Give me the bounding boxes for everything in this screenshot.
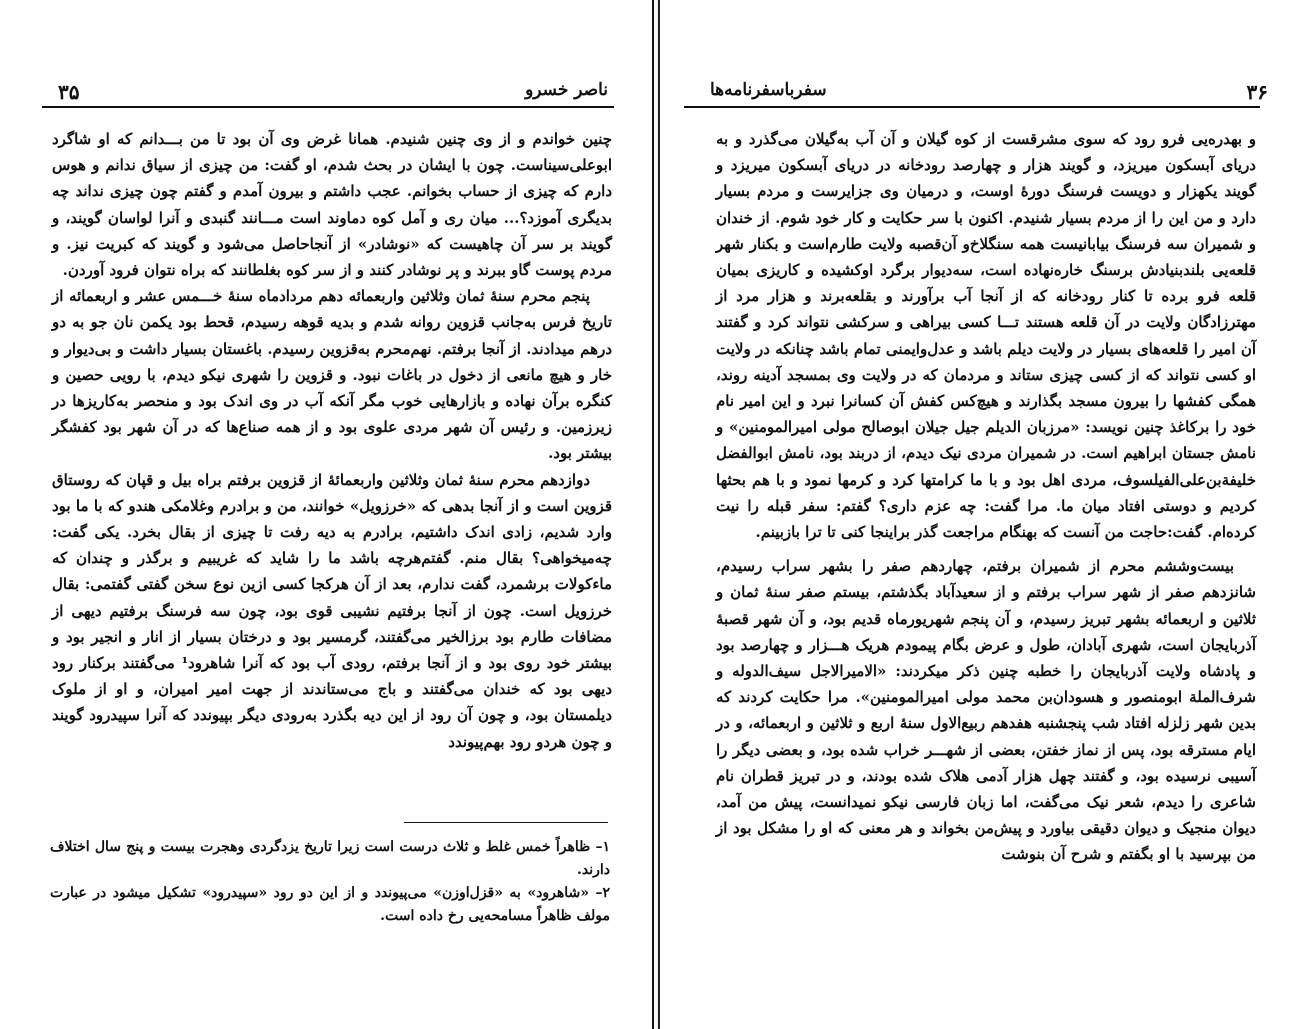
footnote-rule (404, 822, 608, 823)
paragraph: پنجم محرم سنهٔ ثمان وثلاثین واربعمائه دهم مردادماه سنهٔ خـــمس عشر و اربعمائه از تاریخ فرس به‌جانب قزوین روانه شدم و بدیه قوهه رسیدم، قحط بود یکمن نان جو به دو درهم میدادند. از آنجا برفتم. نهم‌محرم به‌قزوین رسیدم. باغستان بسیار داشت و بی‌دیوار و خار و هیچ مانعی از دخول در باغات نبود. و قزوین را شهری نیکو دیدم، با رویی حصین و کنگره برآن نهاده و بازارهایی خوب مگر آنکه آب در وی اندک بود و منحصر به‌کاریزها در زیرزمین. و رئیس آن شهر مردی علوی بود و از همه صناع‌ها که در آن شهر بود کفشگر بیشتر بود. (52, 287, 612, 463)
running-title: سفرباسفرنامه‌ها (710, 80, 827, 100)
paragraph: بیست‌وششم محرم از شمیران برفتم، چهاردهم صفر را بشهر سراب رسیدم، شانزدهم صفر از شهر سراب برفتم و از سعیدآباد بگذشتم، بیستم صفر سنهٔ ثمان و ثلاثین و اربعمائه بشهر تبریز رسیدم، و آن پنجم شهریورماه قدیم بود، و آن شهر قصبهٔ آذربایجان است، شهری آبادان، طول و عرض بگام پیمودم هریک هـــزار و چهارصد بود و پادشاه ولایت آذربایجان را خطبه چنین ذکر میکردند: «الامیرالاجل سیف‌الدوله و شرف‌الملة ابومنصور و هسودان‌بن محمد مولی امیرالمومنین». مرا حکایت کردند که بدین شهر زلزله افتاد شب پنجشنبه هفدهم ربیع‌الاول سنهٔ اربع و ثلاثین و اربعمائه، و در ایام مسترقه بود، پس از نماز خفتن، بعضی از شهـــر خراب شده بود، و بعضی دیگر را آسیبی نرسیده بود، و گفتند چهل هزار آدمی هلاک شده بودند، و در تبریز قطران نام شاعری را دیدم، شعر نیک می‌گفت، اما زبان فارسی نیکو نمیدانست، پیش من آمد، دیوان منجیک و دیوان دقیقی بیاورد و پیش‌من بخواند و هر معنی که او را مشکل بود از من بپرسید با او بگفتم و شرح آن بنوشت (716, 557, 1256, 864)
page-number: ۳۶ (1246, 80, 1268, 104)
right-page (660, 0, 1316, 1029)
footnote: ۱– ظاهراً خمس غلط و ثلاث درست است زیرا تاریخ یزدگردی وهجرت بیست و پنج سال اختلاف دارند. (50, 839, 610, 878)
footnotes (50, 836, 610, 928)
header-rule (684, 106, 1260, 108)
page-number: ۳۵ (58, 80, 80, 104)
paragraph: و بهدره‌یی فرو رود که سوی مشرقست از کوه گیلان و آن آب به‌گیلان می‌گذرد و به دریای آبسکون میریزد، و گویند هزار و چهارصد رودخانه در دریای آبسکون میریزد و گویند یکهزار و دویست فرسنگ دورهٔ اوست، و درمیان وی جزایرست و مردم بسیار دارد و من این را از مردم بسیار شنیدم. اکنون با سر حکایت و کار خود شوم. از خندان و شمیران سه فرسنگ بیابانیست همه سنگلاخ‌و آن‌قصبه ولایت طارم‌است و بکنار شهر قلعه‌یی بلندبنیادش برسنگ خاره‌نهاده است، سه‌دیوار برگرد اوکشیده و کاریزی بمیان قلعه فرو برده تا کنار رودخانه که از آنجا آب برآورند و بقلعه‌برند و هزار مرد از مهترزادگان ولایت در آن قلعه هستند تـــا کسی بیراهی و سرکشی نتواند کرد و گفتند آن امیر را قلعه‌های بسیار در ولایت دیلم باشد و عدل‌وایمنی تمام باشد چنانکه در ولایت او کسی نتواند که از کسی چیزی ستاند و مردمان که در ولایت وی بمسجد آدینه روند، همگی کفشها را بیرون مسجد بگذارند و هیچ‌کس کفش آن کسانرا نبرد و این امیر نام خود را برکاغذ چنین نویسد: «مرزبان الدیلم جیل جیلان ابوصالح مولی امیرالمومنین» و نامش جستان ابراهیم است. در شمیران مردی نیک دیدم، از دربند بود، نامش ابوالفضل خلیفةبن‌علی‌الفیلسوف، مردی اهل بود و با ما کرامتها کرد و کرمها نمود و با هم بحثها کردیم و دوستی افتاد میان ما. مرا گفت: چه عزم داری؟ گفتم: سفر قبله را نیت کرده‌ام. گفت:حاجت من آنست که بهنگام مراجعت گذر براینجا کنی تا ترا بازبینم. (716, 130, 1256, 542)
left-page-body (52, 126, 612, 755)
left-page (0, 0, 652, 1029)
book-gutter (652, 0, 660, 1029)
paragraph: چنین خواندم و از وی چنین شنیدم. همانا غرض وی آن بود تا من بـــدانم که او شاگرد ابوعلی‌سیناست. چون با ایشان در بحث شدم، او گفت: من چیزی از سیاق ندانم و هوس دارم که چیزی از حساب بخوانم. عجب داشتم و بیرون آمدم و گفتم چون چیزی نداند چه بدیگری آموزد؟... میان ری و آمل کوه دماوند است مـــانند گنبدی و آنرا لواسان گویند، و گویند بر سر آن چاهیست که «نوشادر» از آنجاحاصل می‌شود و گویند که کبریت نیز. و مردم پوست گاو ببرند و پر نوشادر کنند و از سر کوه بغلطانند که براه نتوان فرود آوردن. (52, 130, 612, 280)
left-page-header (42, 80, 614, 104)
footnote: ۲– «شاهرود» به «قزل‌اوزن» می‌پیوندد و از این دو رود «سپیدرود» تشکیل میشود در عبارت مولف ظاهراً مسامحه‌یی رخ داده است. (50, 885, 610, 924)
paragraph: دوازدهم محرم سنهٔ ثمان وثلاثین واربعمائهٔ از قزوین برفتم براه بیل و قپان که روستاق قزوین است و از آنجا بدهی که «خرزویل» خوانند، من و برادرم وغلامکی هندو که با ما بود وارد شدیم، زادی اندک داشتیم، برادرم به دیه رفت تا چیزی از بقال بخرد. یکی گفت: چه‌میخواهی؟ بقال منم. گفتم‌هرچه باشد ما را شاید که غریبیم و برگذر و چندان که ماءکولات برشمرد، گفت ندارم، بعد از آن هرکجا کسی ازین نوع سخن گفتی گفتمی: بقال خرزویل است. چون از آنجا برفتیم نشیبی قوی بود، چون سه فرسنگ برفتیم دیهی از مضافات طارم بود برزالخیر می‌گفتند، گرمسیر بود و درختان بسیار از انار و انجیر بود و بیشتر خود روی بود و از آنجا برفتم، رودی آب بود که آنرا شاهرود¹ می‌گفتند برکنار رود دیهی بود که خندان می‌گفتند و باج می‌ستاندند از جهت امیر امیران، و او از ملوک دیلمستان بود، و چون آن رود از این دیه بگذرد به‌رودی دیگر بپیوندد که آنرا سپیدرود گویند و چون هردو رود بهم‌پیوندد (52, 470, 613, 751)
running-title: ناصر خسرو (525, 80, 608, 100)
right-page-body (716, 126, 1256, 868)
header-rule (42, 106, 614, 108)
right-page-header (684, 80, 1268, 104)
